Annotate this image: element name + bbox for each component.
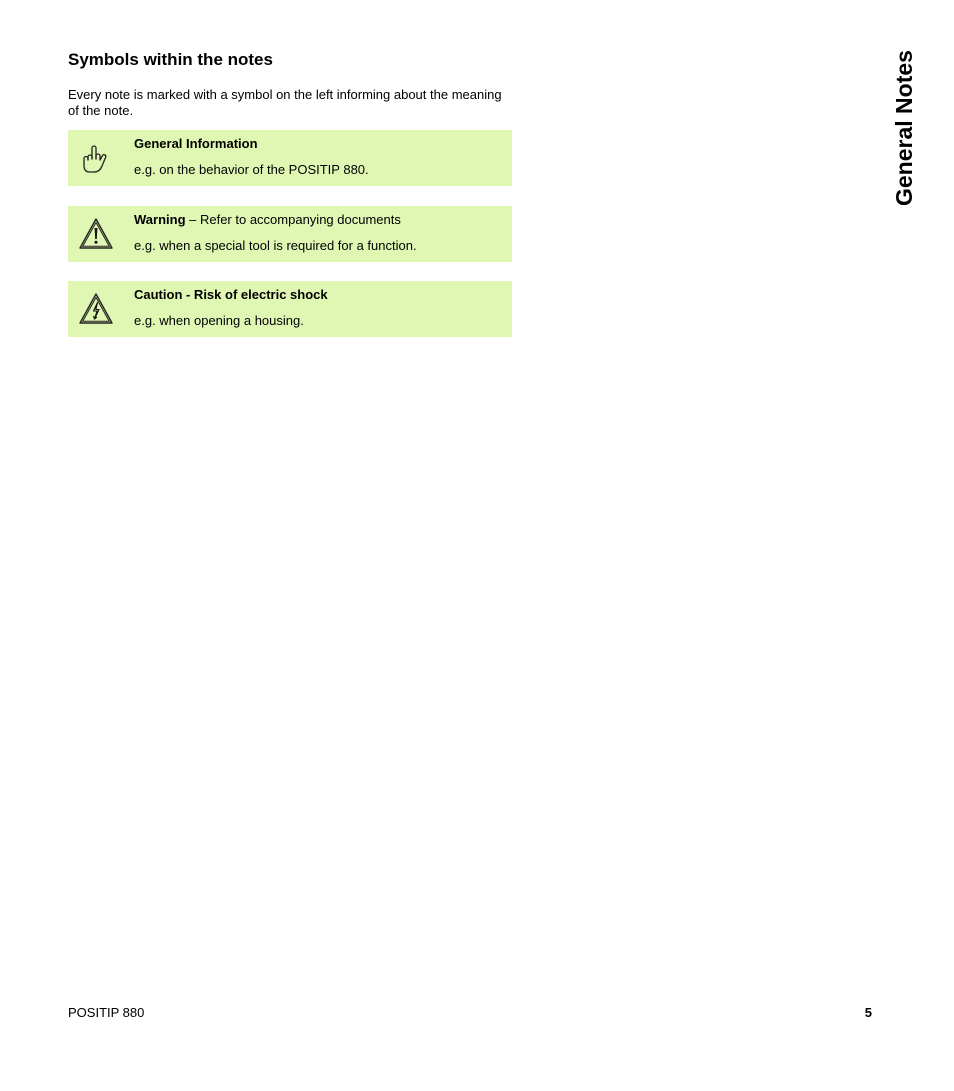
chapter-side-title: General Notes [891,50,917,206]
note-title-bold: Warning [134,212,186,227]
note-title-bold: Caution - Risk of electric shock [134,287,328,302]
electric-shock-icon [77,290,115,328]
footer-page-number: 5 [864,1005,872,1020]
note-general-information [68,130,512,186]
note-title-bold: General Information [134,136,258,151]
note-title [134,136,258,152]
note-body: e.g. when opening a housing. [134,313,304,328]
note-caution-electric-shock [68,281,512,337]
section-heading: Symbols within the notes [68,50,273,69]
note-title [134,287,328,303]
note-title [134,212,401,228]
intro-paragraph: Every note is marked with a symbol on the left informing about the meaning of the note. [68,87,502,118]
warning-triangle-icon [77,215,115,253]
note-warning [68,206,512,262]
footer-product-name: POSITIP 880 [68,1005,145,1020]
note-body: e.g. on the behavior of the POSITIP 880. [134,162,369,177]
note-title-rest: – Refer to accompanying documents [185,212,401,227]
pointing-hand-icon [77,139,115,177]
note-body: e.g. when a special tool is required for a function. [134,238,417,253]
